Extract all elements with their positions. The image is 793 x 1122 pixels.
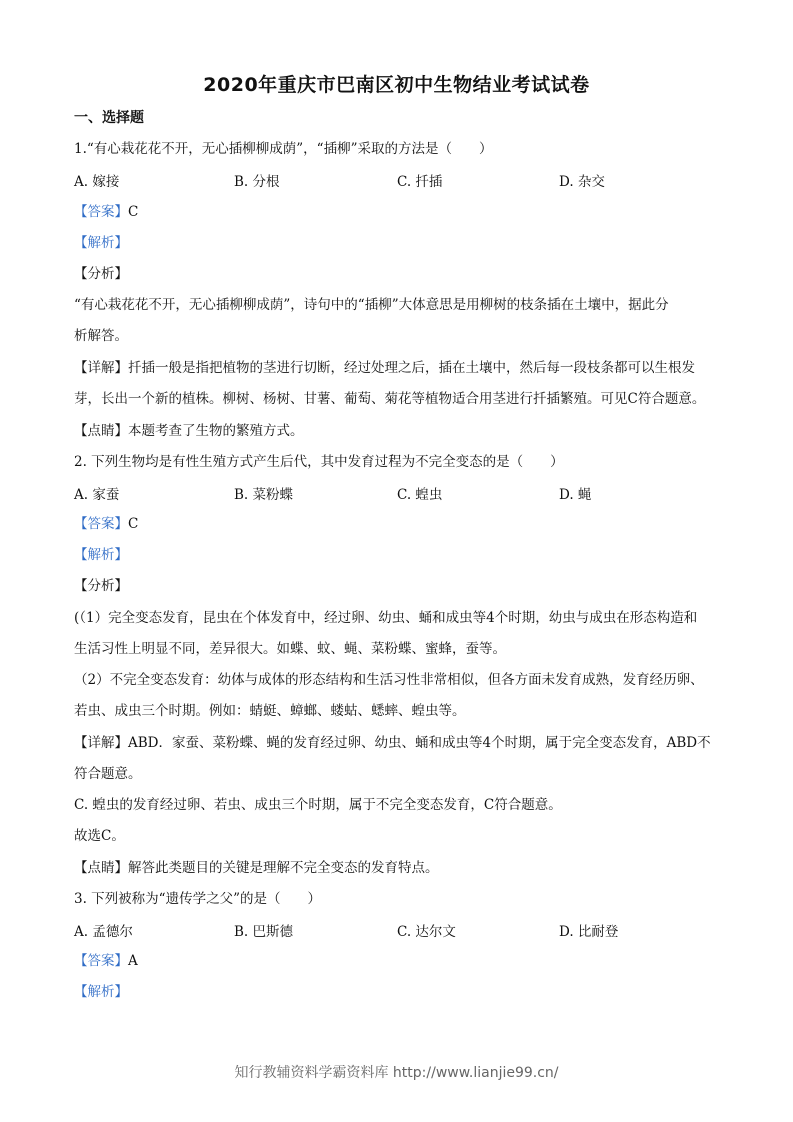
q2-analysis-line: (（1）完全变态发育，昆虫在个体发育中，经过卵、幼虫、蛹和成虫等4个时期，幼虫与成虫在形态构造和: [74, 610, 698, 626]
q3-option-a: A. 孟德尔: [74, 924, 133, 940]
q2-option-a: A. 家蚕: [74, 487, 120, 503]
q1-options: [74, 170, 726, 190]
q2-answer: [74, 514, 726, 534]
q2-detail-line: 符合题意。: [74, 766, 142, 782]
q2-option-c: C. 蝗虫: [397, 487, 443, 503]
q1-comment: 【点睛】本题考查了生物的繁殖方式。: [74, 423, 304, 439]
q2-detail-line: 故选C。: [74, 828, 125, 844]
q1-answer: [74, 202, 726, 222]
footer-watermark: 知行教辅资料学霸资料库 http://www.lianjie99.cn/: [234, 1065, 559, 1081]
q2-stem: 2. 下列生物均是有性生殖方式产生后代，其中发育过程为不完全变态的是（ ）: [74, 454, 564, 470]
q1-stem: 1.“有心栽花花不开，无心插柳柳成荫”，“插柳”采取的方法是（ ）: [74, 141, 493, 157]
q2-detail-line: 【详解】ABD．家蚕、菜粉蝶、蝇的发育经过卵、幼虫、蛹和成虫等4个时期，属于完全变态发育，ABD不: [74, 735, 711, 751]
answer-tag: 【答案】: [74, 516, 128, 532]
section-heading: 一、选择题: [74, 110, 144, 126]
page-title: 2020年重庆市巴南区初中生物结业考试试卷: [203, 74, 590, 96]
q1-analysis-line: 析解答。: [74, 328, 128, 344]
q2-analysis-line: （2）不完全变态发育：幼体与成体的形态结构和生活习性非常相似，但各方面未发育成熟，发育经历卵、: [74, 672, 704, 688]
q3-answer: [74, 951, 726, 971]
q3-jiexi-tag: 【解析】: [74, 984, 128, 1000]
answer-value: C: [128, 516, 139, 532]
q2-jiexi-tag: 【解析】: [74, 547, 128, 563]
answer-value: C: [128, 204, 139, 220]
q2-comment: 【点睛】解答此类题目的关键是理解不完全变态的发育特点。: [74, 860, 439, 876]
q3-option-b: B. 巴斯德: [234, 924, 294, 940]
q2-detail-line: C. 蝗虫的发育经过卵、若虫、成虫三个时期，属于不完全变态发育，C符合题意。: [74, 797, 562, 813]
q3-stem: 3. 下列被称为“遗传学之父”的是（ ）: [74, 891, 321, 907]
q1-option-b: B. 分根: [234, 174, 280, 190]
q1-option-d: D. 杂交: [559, 174, 605, 190]
q1-detail-line: 芽，长出一个新的植株。柳树、杨树、甘薯、葡萄、菊花等植物适合用茎进行扦插繁殖。可见C符合题意。: [74, 391, 706, 407]
answer-value: A: [128, 953, 138, 969]
q2-option-b: B. 菜粉蝶: [234, 487, 294, 503]
answer-tag: 【答案】: [74, 204, 128, 220]
q2-analysis-line: 生活习性上明显不同，差异很大。如蝶、蚊、蝇、菜粉蝶、蜜蜂，蚕等。: [74, 641, 506, 657]
q3-option-d: D. 比耐登: [559, 924, 619, 940]
q1-analysis-line: “有心栽花花不开，无心插柳柳成荫”，诗句中的“插柳”大体意思是用柳树的枝条插在土壤中，据此分: [74, 297, 669, 313]
q2-fenxi-tag: 【分析】: [74, 578, 128, 594]
q1-detail-line: 【详解】扦插一般是指把植物的茎进行切断，经过处理之后，插在土壤中，然后每一段枝条都可以生根发: [74, 360, 695, 376]
q1-fenxi-tag: 【分析】: [74, 266, 128, 282]
q2-option-d: D. 蝇: [559, 487, 592, 503]
q1-jiexi-tag: 【解析】: [74, 235, 128, 251]
q3-option-c: C. 达尔文: [397, 924, 456, 940]
q1-option-a: A. 嫁接: [74, 174, 120, 190]
q2-analysis-line: 若虫、成虫三个时期。例如：蜻蜓、蟑螂、蝼蛄、蟋蟀、蝗虫等。: [74, 703, 466, 719]
q3-options: [74, 920, 726, 940]
q2-options: [74, 483, 726, 503]
q1-option-c: C. 扦插: [397, 174, 443, 190]
answer-tag: 【答案】: [74, 953, 128, 969]
